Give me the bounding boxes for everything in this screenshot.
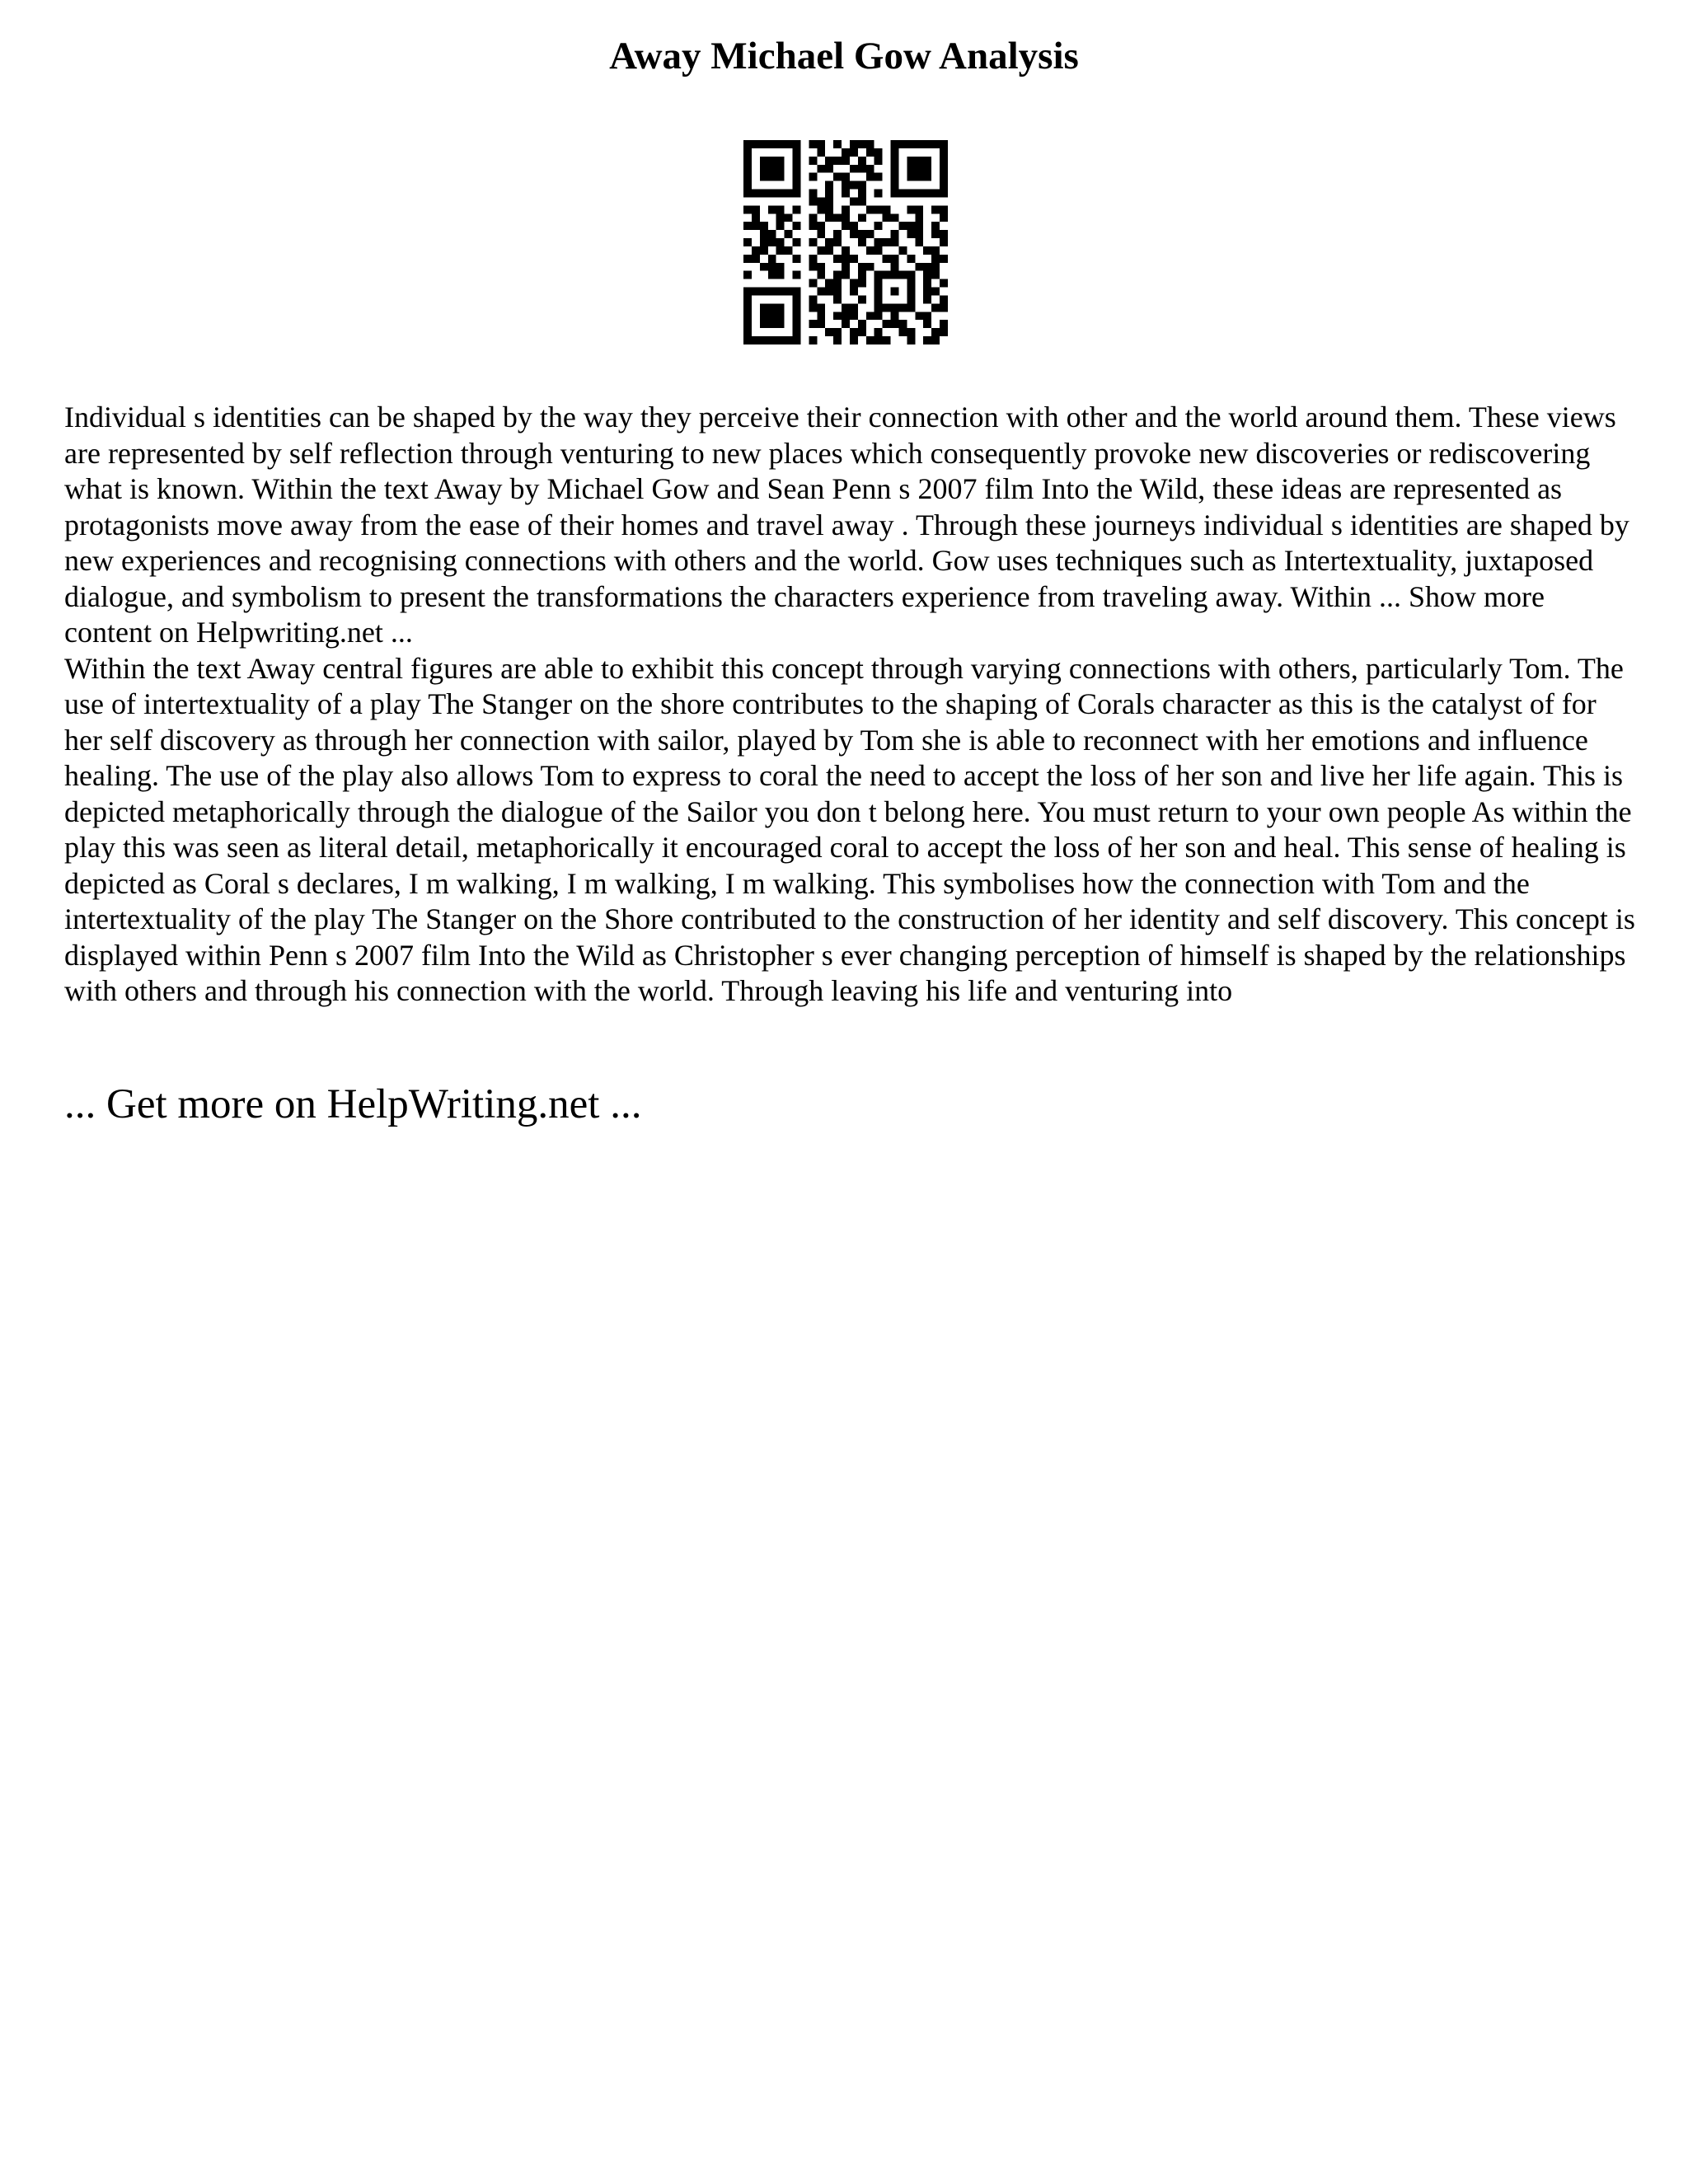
article-body (64, 400, 1639, 1010)
paragraph-intro: Individual s identities can be shaped by the way they perceive their connection with other and the world around them. These views are represented by self reflection through venturing to new places which consequently provoke new discoveries or rediscovering what is known. Within the text Away by Michael Gow and Sean Penn s 2007 film Into the Wild, these ideas are represented as protagonists move away from the ease of their homes and travel away . Through these journeys individual s identities are shaped by new experiences and recognising connections with others and the world. Gow uses techniques such as Intertextuality, juxtaposed dialogue, and symbolism to present the transformations the characters experience from traveling away. Within ... Show more content on Helpwriting.net ... (64, 401, 1629, 649)
page-title: Away Michael Gow Analysis (609, 35, 1079, 77)
qr-code-icon (743, 140, 948, 344)
paragraph-analysis: Within the text Away central figures are able to exhibit this concept through varying connections with others, particularly Tom. The use of intertextuality of a play The Stanger on the shore contributes to the shaping of Corals character as this is the catalyst of for her self discovery as through her connection with sailor, played by Tom she is able to reconnect with her emotions and influence healing. The use of the play also allows Tom to express to coral the need to accept the loss of her son and live her life again. This is depicted metaphorically through the dialogue of the Sailor you don t belong here. You must return to your own people As within the play this was seen as literal detail, metaphorically it encouraged coral to accept the loss of her son and heal. This sense of healing is depicted as Coral s declares, I m walking, I m walking, I m walking. This symbolises how the connection with Tom and the intertextuality of the play The Stanger on the Shore contributed to the construction of her identity and self discovery. This concept is displayed within Penn s 2007 film Into the Wild as Christopher s ever changing perception of himself is shaped by the relationships with others and through his connection with the world. Through leaving his life and venturing into (64, 651, 1635, 1007)
get-more-link[interactable]: ... Get more on HelpWriting.net ... (64, 1081, 642, 1127)
